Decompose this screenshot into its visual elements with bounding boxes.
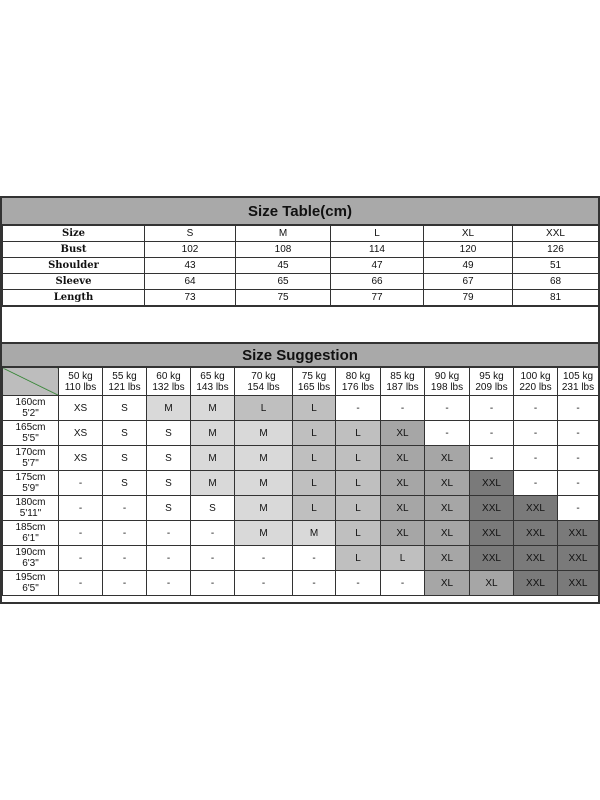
size-suggestion-cell: - (103, 546, 147, 571)
weight-header (235, 368, 293, 396)
weight-kg: 75 kg (301, 370, 327, 382)
size-suggestion-cell: - (191, 521, 235, 546)
size-suggestion-cell: XL (381, 521, 425, 546)
weight-lbs: 231 lbs (561, 381, 595, 393)
size-suggestion-cell: - (470, 446, 514, 471)
size-table-row (3, 290, 599, 306)
size-suggestion-cell: L (293, 421, 336, 446)
size-suggestion-cell: M (293, 521, 336, 546)
height-cm: 180cm (15, 497, 46, 508)
weight-header-row (3, 368, 599, 396)
height-ft: 6'1" (22, 533, 39, 544)
size-suggestion-cell: XS (59, 396, 103, 421)
height-ft: 5'9" (22, 483, 39, 494)
height-ft: 6'5" (22, 583, 39, 594)
size-table-cell: 49 (424, 258, 513, 274)
size-suggestion-cell: L (235, 396, 293, 421)
size-chart (0, 196, 600, 604)
size-suggestion-cell: L (336, 546, 381, 571)
size-suggestion-cell: - (558, 396, 599, 421)
size-suggestion-cell: XL (425, 471, 470, 496)
size-suggestion-cell: S (103, 471, 147, 496)
size-suggestion-cell: - (147, 521, 191, 546)
size-table-cell: 114 (331, 242, 424, 258)
weight-header (514, 368, 558, 396)
size-suggestion-cell: - (425, 396, 470, 421)
weight-lbs: 209 lbs (475, 381, 508, 393)
size-suggestion-cell: - (59, 496, 103, 521)
size-suggestion-cell: - (425, 421, 470, 446)
size-table-cell: 66 (331, 274, 424, 290)
weight-lbs: 154 lbs (247, 381, 280, 393)
weight-header (558, 368, 599, 396)
size-suggestion-cell: - (59, 521, 103, 546)
size-suggestion-cell: L (381, 546, 425, 571)
size-suggestion-table (2, 367, 599, 596)
size-table-cell: XL (424, 226, 513, 242)
size-suggestion-cell: - (59, 471, 103, 496)
size-suggestion-cell: XXL (558, 521, 599, 546)
size-suggestion-cell: XL (381, 471, 425, 496)
weight-lbs: 121 lbs (108, 381, 141, 393)
size-suggestion-cell: - (558, 446, 599, 471)
size-suggestion-cell: XL (425, 521, 470, 546)
size-suggestion-cell: - (191, 546, 235, 571)
size-suggestion-cell: S (147, 421, 191, 446)
size-table-cell: XXL (513, 226, 599, 242)
height-row (3, 496, 599, 521)
weight-lbs: 198 lbs (430, 381, 464, 393)
size-suggestion-cell: - (381, 571, 425, 596)
weight-header (147, 368, 191, 396)
size-suggestion-cell: - (514, 471, 558, 496)
size-suggestion-cell: - (191, 571, 235, 596)
size-suggestion-title: Size Suggestion (2, 343, 598, 367)
size-suggestion-cell: XXL (514, 546, 558, 571)
size-table-cell: 81 (513, 290, 599, 306)
height-cm: 165cm (15, 422, 46, 433)
size-table-row-label: Bust (3, 242, 145, 258)
weight-kg: 60 kg (156, 370, 181, 382)
size-suggestion-cell: - (147, 571, 191, 596)
height-row (3, 396, 599, 421)
size-suggestion-cell: - (558, 471, 599, 496)
size-table-cell: 47 (331, 258, 424, 274)
size-table-row-label: Size (3, 226, 145, 242)
weight-kg: 100 kg (520, 370, 551, 382)
weight-kg: 50 kg (68, 370, 93, 382)
size-suggestion-cell: - (103, 496, 147, 521)
height-header (3, 446, 59, 471)
weight-kg: 70 kg (251, 370, 276, 382)
size-suggestion-cell: - (293, 571, 336, 596)
size-suggestion-cell: XL (425, 571, 470, 596)
size-suggestion-cell: M (191, 446, 235, 471)
size-suggestion-cell: S (147, 496, 191, 521)
size-suggestion-cell: M (235, 521, 293, 546)
size-suggestion-cell: L (336, 496, 381, 521)
size-table-cell: 64 (145, 274, 236, 290)
weight-kg: 85 kg (390, 370, 415, 382)
size-suggestion-cell: - (558, 421, 599, 446)
weight-kg: 105 kg (562, 370, 594, 382)
weight-lbs: 176 lbs (341, 381, 375, 393)
size-table-cell: S (145, 226, 236, 242)
size-table-cell: 51 (513, 258, 599, 274)
size-table-cell: M (236, 226, 331, 242)
weight-lbs: 110 lbs (64, 381, 97, 393)
height-cm: 185cm (15, 522, 46, 533)
height-row (3, 421, 599, 446)
size-suggestion-cell: XL (381, 446, 425, 471)
size-table (2, 225, 599, 306)
height-ft: 6'3" (22, 558, 39, 569)
size-table-cell: 79 (424, 290, 513, 306)
size-table-row (3, 258, 599, 274)
size-suggestion-cell: M (147, 396, 191, 421)
size-suggestion-cell: XXL (470, 471, 514, 496)
size-suggestion-cell: XXL (470, 496, 514, 521)
size-suggestion-cell: S (103, 396, 147, 421)
size-suggestion-cell: M (235, 421, 293, 446)
height-row (3, 471, 599, 496)
size-suggestion-cell: - (558, 496, 599, 521)
size-table-cell: 75 (236, 290, 331, 306)
weight-header (381, 368, 425, 396)
height-cm: 170cm (15, 447, 46, 458)
size-suggestion-cell: XL (425, 496, 470, 521)
size-table-row-label: Shoulder (3, 258, 145, 274)
height-cm: 190cm (15, 547, 46, 558)
size-suggestion-cell: XXL (514, 571, 558, 596)
size-suggestion-cell: XS (59, 421, 103, 446)
weight-lbs: 132 lbs (152, 381, 185, 393)
size-suggestion-cell: M (235, 471, 293, 496)
size-table-cell: 120 (424, 242, 513, 258)
size-suggestion-cell: - (514, 421, 558, 446)
size-suggestion-cell: XXL (558, 546, 599, 571)
size-table-title: Size Table(cm) (2, 198, 598, 225)
weight-header (336, 368, 381, 396)
size-suggestion-cell: M (191, 396, 235, 421)
size-table-cell: 43 (145, 258, 236, 274)
weight-header (103, 368, 147, 396)
height-header (3, 421, 59, 446)
size-table-row (3, 242, 599, 258)
size-suggestion-cell: - (235, 546, 293, 571)
weight-kg: 90 kg (434, 370, 460, 382)
size-suggestion-cell: S (103, 421, 147, 446)
size-suggestion-cell: XL (425, 546, 470, 571)
size-table-cell: 77 (331, 290, 424, 306)
height-header (3, 396, 59, 421)
height-row (3, 521, 599, 546)
height-ft: 5'2" (22, 408, 39, 419)
size-suggestion-cell: - (293, 546, 336, 571)
size-suggestion-cell: XS (59, 446, 103, 471)
weight-kg: 55 kg (112, 370, 137, 382)
size-suggestion-cell: S (191, 496, 235, 521)
size-suggestion-cell: - (59, 571, 103, 596)
weight-header (425, 368, 470, 396)
size-suggestion-cell: XL (381, 496, 425, 521)
size-table-cell: 65 (236, 274, 331, 290)
weight-kg: 80 kg (345, 370, 371, 382)
weight-lbs: 187 lbs (386, 381, 419, 393)
height-ft: 5'11" (19, 508, 42, 519)
size-table-cell: 126 (513, 242, 599, 258)
size-suggestion-cell: M (235, 446, 293, 471)
size-suggestion-cell: L (336, 471, 381, 496)
size-suggestion-cell: XL (470, 571, 514, 596)
size-suggestion-cell: - (103, 521, 147, 546)
size-suggestion-cell: L (336, 446, 381, 471)
size-suggestion-cell: L (293, 446, 336, 471)
size-table-cell: L (331, 226, 424, 242)
height-header (3, 571, 59, 596)
height-ft: 5'7" (22, 458, 39, 469)
size-suggestion-cell: - (514, 396, 558, 421)
weight-lbs: 220 lbs (519, 381, 552, 393)
weight-kg: 95 kg (479, 370, 504, 382)
size-table-row-label: Sleeve (3, 274, 145, 290)
weight-header (59, 368, 103, 396)
size-suggestion-cell: - (470, 396, 514, 421)
corner-cell (3, 368, 59, 396)
height-ft: 5'5" (22, 433, 39, 444)
size-suggestion-cell: - (381, 396, 425, 421)
size-suggestion-cell: L (336, 521, 381, 546)
size-suggestion-cell: XXL (470, 546, 514, 571)
size-suggestion-cell: S (147, 471, 191, 496)
size-suggestion-cell: - (470, 421, 514, 446)
size-suggestion-cell: M (235, 496, 293, 521)
size-suggestion-cell: L (336, 421, 381, 446)
size-suggestion-cell: L (293, 496, 336, 521)
height-row (3, 446, 599, 471)
size-suggestion-cell: XL (425, 446, 470, 471)
height-row (3, 571, 599, 596)
size-table-row (3, 274, 599, 290)
size-suggestion-cell: XXL (514, 521, 558, 546)
size-table-cell: 102 (145, 242, 236, 258)
size-suggestion-cell: - (235, 571, 293, 596)
height-header (3, 546, 59, 571)
weight-lbs: 143 lbs (196, 381, 229, 393)
height-row (3, 546, 599, 571)
size-table-cell: 68 (513, 274, 599, 290)
size-suggestion-cell: M (191, 421, 235, 446)
size-suggestion-cell: L (293, 396, 336, 421)
size-suggestion-cell: M (191, 471, 235, 496)
size-table-cell: 45 (236, 258, 331, 274)
size-table-cell: 73 (145, 290, 236, 306)
spacer (2, 306, 598, 343)
height-cm: 175cm (15, 472, 46, 483)
weight-header (470, 368, 514, 396)
height-header (3, 496, 59, 521)
size-suggestion-cell: XXL (514, 496, 558, 521)
size-table-cell: 67 (424, 274, 513, 290)
size-table-row (3, 226, 599, 242)
size-suggestion-cell: S (103, 446, 147, 471)
size-suggestion-cell: XXL (558, 571, 599, 596)
size-suggestion-cell: - (103, 571, 147, 596)
weight-lbs: 165 lbs (297, 381, 331, 393)
weight-header (293, 368, 336, 396)
size-suggestion-cell: S (147, 446, 191, 471)
size-suggestion-cell: - (336, 396, 381, 421)
size-suggestion-cell: - (514, 446, 558, 471)
size-table-cell: 108 (236, 242, 331, 258)
height-cm: 195cm (15, 572, 46, 583)
height-cm: 160cm (15, 397, 46, 408)
size-suggestion-cell: - (336, 571, 381, 596)
size-suggestion-cell: XL (381, 421, 425, 446)
size-suggestion-cell: - (59, 546, 103, 571)
size-suggestion-cell: - (147, 546, 191, 571)
weight-kg: 65 kg (200, 370, 225, 382)
height-header (3, 471, 59, 496)
size-table-row-label: Length (3, 290, 145, 306)
size-suggestion-cell: L (293, 471, 336, 496)
weight-header (191, 368, 235, 396)
height-header (3, 521, 59, 546)
size-suggestion-cell: XXL (470, 521, 514, 546)
